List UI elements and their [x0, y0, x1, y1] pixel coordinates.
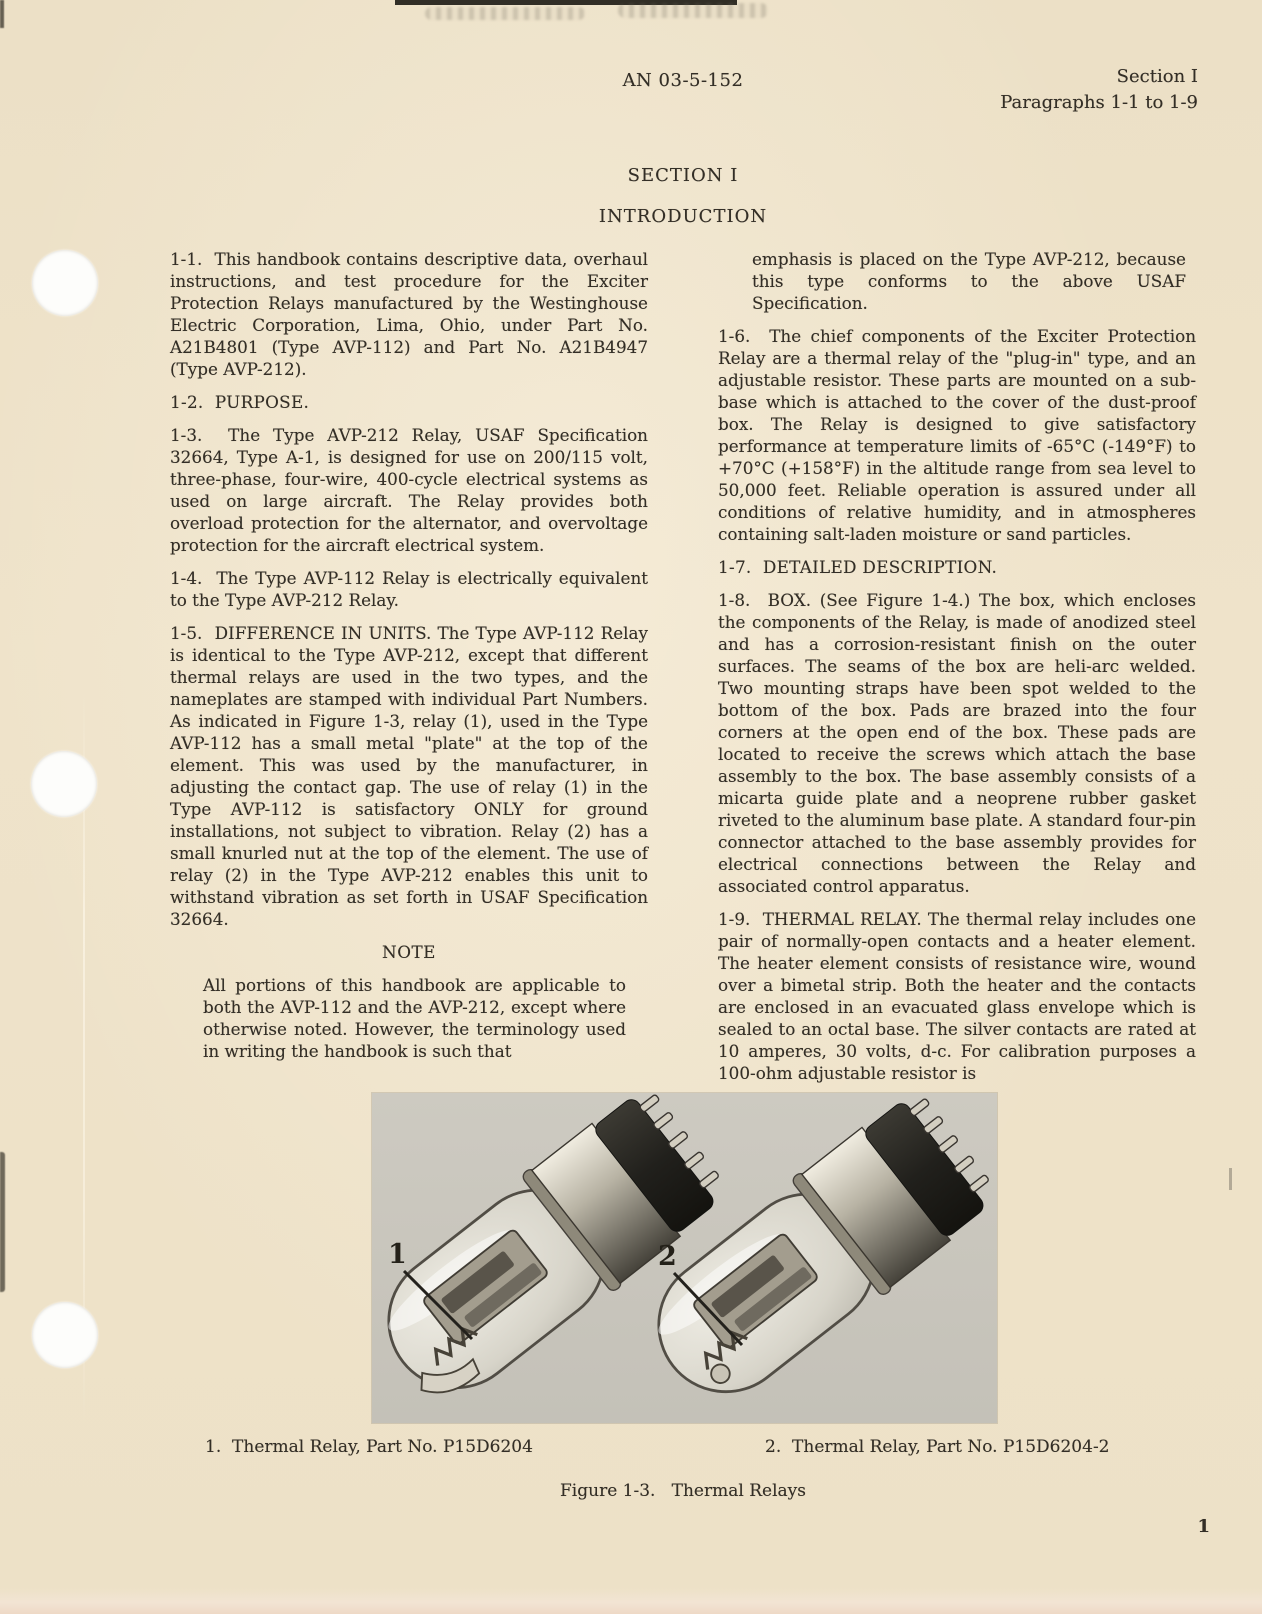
paragraph-1-1: 1-1. This handbook contains descriptive data, overhaul instructions, and test procedure for the Exciter Protection Relays manufactured by the Westinghouse Electric Corporation, Lima, Ohio, under Part No. A21B4801 (Type AVP-112) and Part No. A21B4947 (Type AVP-212). — [170, 249, 648, 379]
print-artifact — [425, 7, 585, 20]
scan-edge-artifact — [0, 0, 4, 28]
heading-1-2: 1-2. PURPOSE. — [170, 392, 310, 412]
print-artifact — [618, 3, 768, 18]
figure-1-3-photo — [372, 1093, 997, 1423]
paragraph-1-3: 1-3. The Type AVP-212 Relay, USAF Specification 32664, Type A-1, is designed for use on 200/115 volt, three-phase, four-wire, 400-cycle electrical systems as used on large aircraft. The Relay provides both overload protection for the alternator, and overvoltage protection for the aircraft electrical system. — [170, 425, 648, 555]
section-title: SECTION I — [627, 165, 739, 186]
note-body: All portions of this handbook are applicable to both the AVP-112 and the AVP-212, except where otherwise noted. However, the terminology used in writing the handbook is such that — [203, 975, 626, 1061]
figure-caption-item-2: 2. Thermal Relay, Part No. P15D6204-2 — [765, 1437, 1110, 1457]
note-heading: NOTE — [382, 942, 436, 962]
punch-hole — [32, 1302, 98, 1368]
paragraph-range: Paragraphs 1-1 to 1-9 — [1000, 92, 1198, 113]
right-column — [718, 248, 1196, 1095]
callout-2-label: 2 — [658, 1241, 677, 1272]
figure-title: Figure 1-3. Thermal Relays — [560, 1481, 806, 1501]
text-columns — [170, 248, 1196, 1095]
thermal-relays-illustration — [372, 1093, 997, 1423]
section-subtitle: INTRODUCTION — [598, 206, 768, 227]
paragraph-1-8: 1-8. BOX. (See Figure 1-4.) The box, which encloses the components of the Relay, is made of anodized steel and has a corrosion-resistant finish on the outer surfaces. The seams of the box are heli-arc welded. Two mounting straps have been spot welded to the bottom of the box. Pads are brazed into the four corners at the open end of the box. These pads are located to receive the screws which attach the base assembly to the box. The base assembly consists of a micarta guide plate and a neoprene rubber gasket riveted to the aluminum base plate. A standard four-pin connector attached to the base assembly provides for electrical connections between the Relay and associated control apparatus. — [718, 590, 1196, 896]
thermal-relay-photo-2 — [627, 1093, 997, 1423]
scan-edge-artifact — [0, 1152, 5, 1292]
note-continuation: emphasis is placed on the Type AVP-212, because this type conforms to the above USAF Specification. — [752, 249, 1186, 313]
header-right-block — [1000, 64, 1198, 116]
left-column — [170, 248, 648, 1095]
page-number: 1 — [1197, 1516, 1210, 1537]
paragraph-1-4: 1-4. The Type AVP-112 Relay is electrically equivalent to the Type AVP-212 Relay. — [170, 568, 648, 610]
doc-number: AN 03-5-152 — [622, 70, 744, 91]
scan-edge-artifact — [1229, 1168, 1232, 1190]
paragraph-1-6: 1-6. The chief components of the Exciter Protection Relay are a thermal relay of the "plug-in" type, and an adjustable resistor. These parts are mounted on a sub-base which is attached to the cover of the dust-proof box. The Relay is designed to give satisfactory performance at temperature limits of -65°C (-149°F) to +70°C (+158°F) in the altitude range from sea level to 50,000 feet. Reliable operation is assured under all conditions of relative humidity, and in atmospheres containing salt-laden moisture or sand particles. — [718, 326, 1196, 544]
page-bottom-edge — [0, 1588, 1262, 1614]
figure-caption-item-1: 1. Thermal Relay, Part No. P15D6204 — [205, 1437, 533, 1457]
paragraph-1-5: 1-5. DIFFERENCE IN UNITS. The Type AVP-112 Relay is identical to the Type AVP-212, except that different thermal relays are used in the two types, and the nameplates are stamped with individual Part Numbers. As indicated in Figure 1-3, relay (1), used in the Type AVP-112 has a small metal "plate" at the top of the element. This was used by the manufacturer, in adjusting the contact gap. The use of relay (1) in the Type AVP-112 is satisfactory ONLY for ground installations, not subject to vibration. Relay (2) has a small knurled nut at the top of the element. The use of relay (2) in the Type AVP-212 enables this unit to withstand vibration as set forth in USAF Specification 32664. — [170, 623, 648, 929]
heading-1-7: 1-7. DETAILED DESCRIPTION. — [718, 557, 998, 577]
punch-hole — [31, 751, 97, 817]
punch-hole — [32, 250, 98, 316]
paragraph-1-9: 1-9. THERMAL RELAY. The thermal relay includes one pair of normally-open contacts and a heater element. The heater element consists of resistance wire, wound over a bimetal strip. Both the heater and the contacts are enclosed in an evacuated glass envelope which is sealed to an octal base. The silver contacts are rated at 10 amperes, 30 volts, d-c. For calibration purposes a 100-ohm adjustable resistor is — [718, 909, 1196, 1083]
callout-1-label: 1 — [388, 1239, 407, 1270]
section-label: Section I — [1116, 66, 1198, 87]
